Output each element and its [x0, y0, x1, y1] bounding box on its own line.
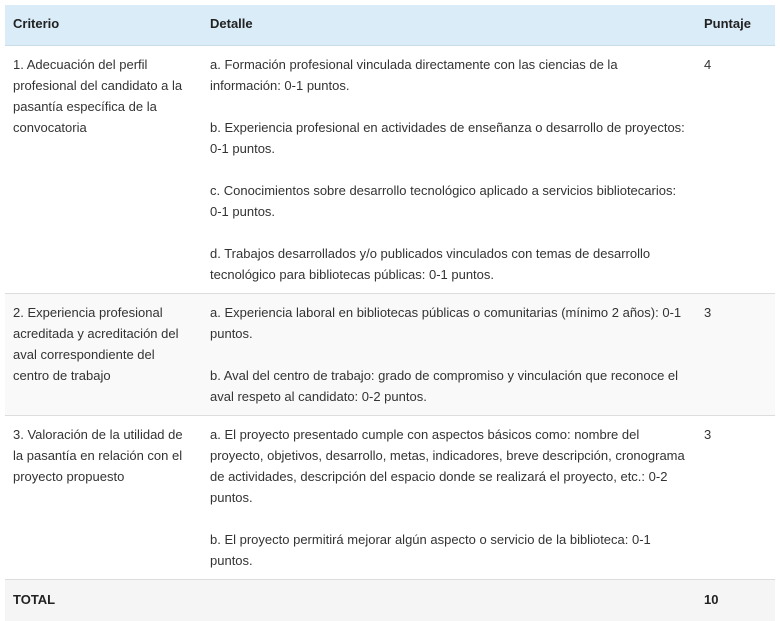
table-body — [5, 46, 775, 580]
table-footer — [5, 580, 775, 621]
detail-item: b. El proyecto permitirá mejorar algún aspecto o servicio de la biblioteca: 0-1 puntos. — [210, 529, 688, 571]
detail-item: a. Experiencia laboral en bibliotecas públicas o comunitarias (mínimo 2 años): 0-1 puntos. — [210, 302, 688, 344]
table-row — [5, 46, 775, 294]
header-row — [5, 5, 775, 46]
header-puntaje: Puntaje — [696, 5, 775, 46]
criterio-cell: 2. Experiencia profesional acreditada y acreditación del aval correspondiente del centro de trabajo — [5, 294, 202, 416]
detail-item: b. Experiencia profesional en actividades de enseñanza o desarrollo de proyectos: 0-1 puntos. — [210, 117, 688, 159]
header-detalle: Detalle — [202, 5, 696, 46]
detalle-cell — [202, 294, 696, 416]
total-empty-cell — [202, 580, 696, 621]
puntaje-cell: 4 — [696, 46, 775, 294]
total-label: TOTAL — [5, 580, 202, 621]
total-value: 10 — [696, 580, 775, 621]
header-criterio: Criterio — [5, 5, 202, 46]
detail-item: a. El proyecto presentado cumple con aspectos básicos como: nombre del proyecto, objetivos, desarrollo, metas, indicadores, breve descripción, cronograma de actividades, descripción del espacio donde se realizará el proyecto, etc.: 0-2 puntos. — [210, 424, 688, 508]
scoring-table — [5, 5, 775, 621]
total-row — [5, 580, 775, 621]
puntaje-cell: 3 — [696, 294, 775, 416]
detail-item: c. Conocimientos sobre desarrollo tecnológico aplicado a servicios bibliotecarios: 0-1 puntos. — [210, 180, 688, 222]
detail-item: a. Formación profesional vinculada directamente con las ciencias de la información: 0-1 puntos. — [210, 54, 688, 96]
criterio-cell: 1. Adecuación del perfil profesional del candidato a la pasantía específica de la convocatoria — [5, 46, 202, 294]
table-header — [5, 5, 775, 46]
detalle-cell — [202, 416, 696, 580]
detail-item: b. Aval del centro de trabajo: grado de compromiso y vinculación que reconoce el aval respeto al candidato: 0-2 puntos. — [210, 365, 688, 407]
puntaje-cell: 3 — [696, 416, 775, 580]
detail-item: d. Trabajos desarrollados y/o publicados vinculados con temas de desarrollo tecnológico para bibliotecas públicas: 0-1 puntos. — [210, 243, 688, 285]
detalle-cell — [202, 46, 696, 294]
table-row — [5, 294, 775, 416]
criterio-cell: 3. Valoración de la utilidad de la pasantía en relación con el proyecto propuesto — [5, 416, 202, 580]
table-row — [5, 416, 775, 580]
